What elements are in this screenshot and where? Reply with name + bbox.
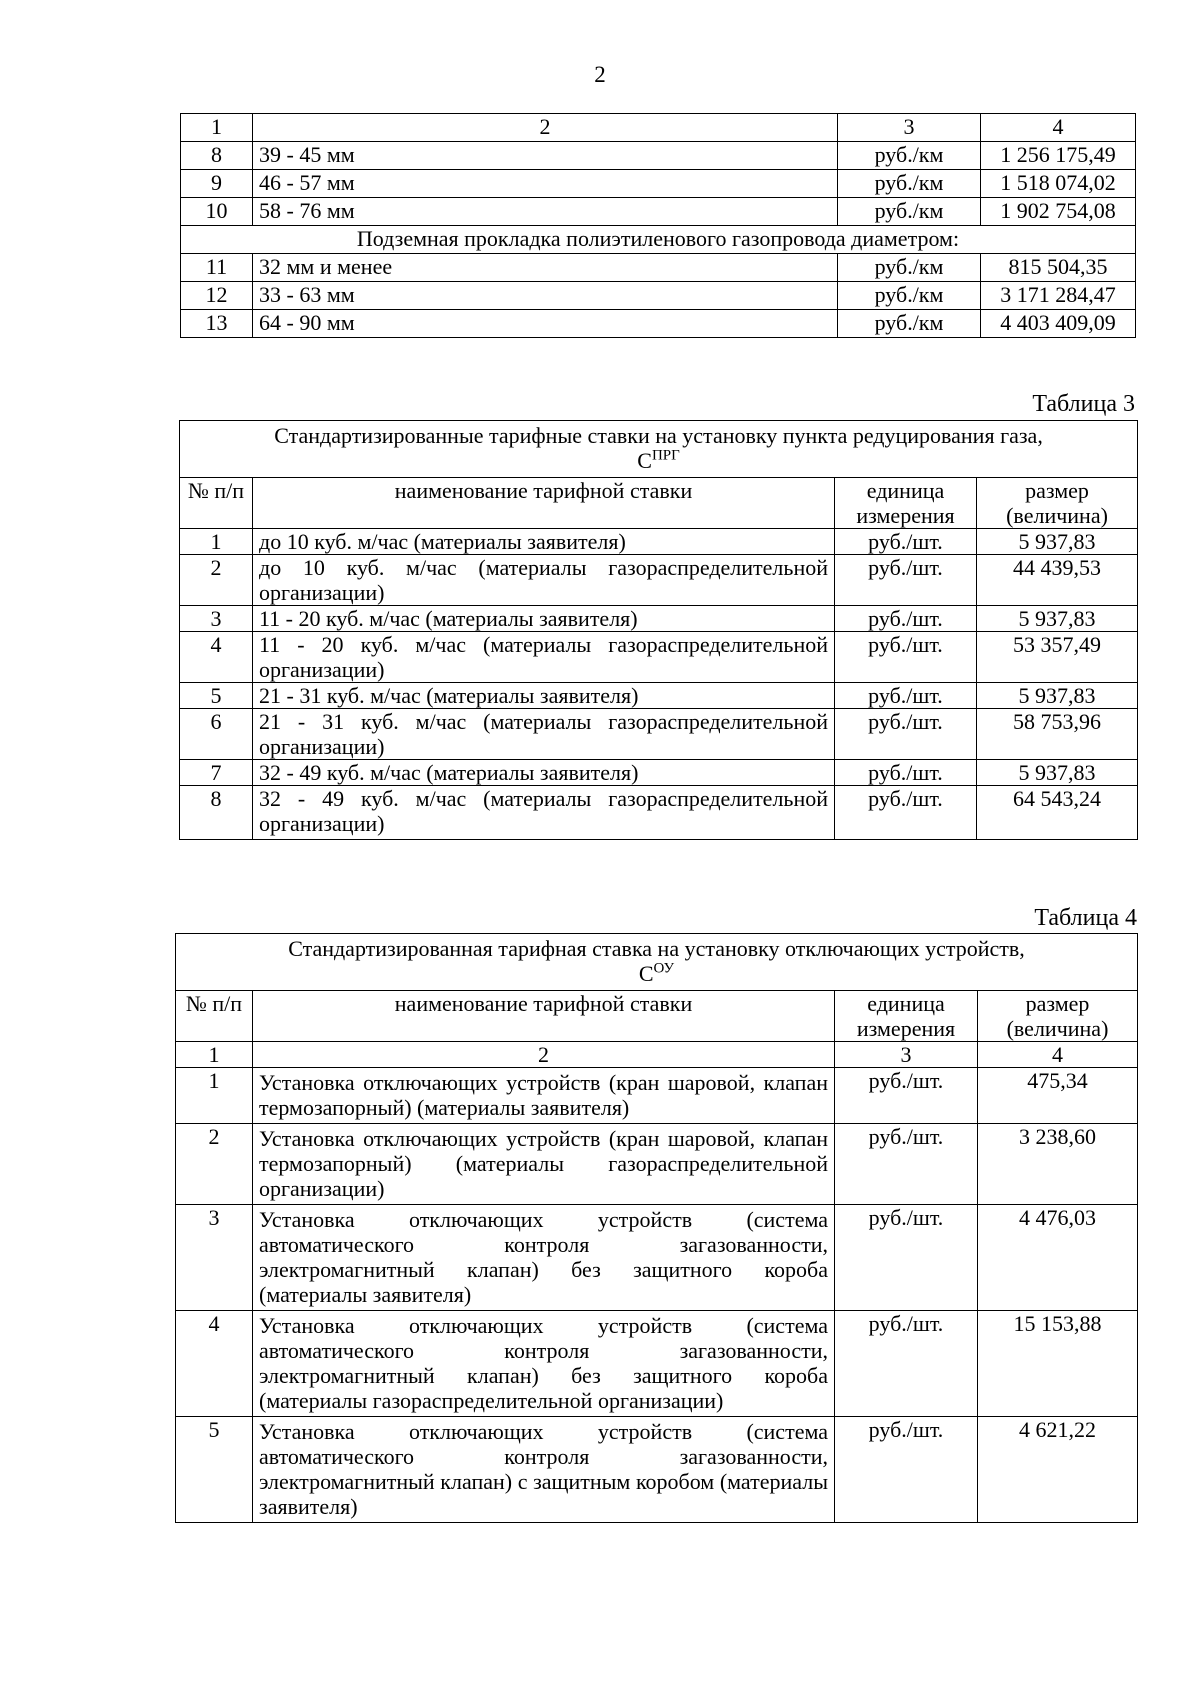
rate-value: 4 403 409,09 [981,310,1136,338]
rate-unit: руб./шт. [835,683,977,709]
row-number: 5 [176,1417,253,1523]
rate-name: Установка отключающих устройств (кран шаровой, клапан термозапорный) (материалы газораспределительной организации) [253,1124,835,1205]
rate-symbol [182,961,1131,986]
rate-value: 64 543,24 [977,786,1138,840]
col-number: 2 [253,1042,835,1068]
rate-unit: руб./км [838,254,981,282]
rate-unit: руб./шт. [835,760,977,786]
col-number: 2 [253,114,838,142]
rate-value: 815 504,35 [981,254,1136,282]
section-heading: Подземная прокладка полиэтиленового газопровода диаметром: [181,226,1136,254]
rate-unit: руб./шт. [835,1311,978,1417]
rate-unit: руб./шт. [835,1068,978,1124]
table-row [180,529,1138,555]
rate-symbol-index: ПРГ [651,447,680,464]
col-number: 4 [978,1042,1138,1068]
col-number: 3 [838,114,981,142]
rate-name: 32 мм и менее [253,254,838,282]
table-4 [175,933,1138,1523]
row-number: 3 [176,1205,253,1311]
row-number: 8 [181,142,253,170]
table-row [176,1205,1138,1311]
table-row [176,1417,1138,1523]
row-number: 2 [180,555,253,606]
rate-name: Установка отключающих устройств (система автоматического контроля загазованности, электромагнитный клапан) без защитного короба (материалы заявителя) [253,1205,835,1311]
rate-name: 46 - 57 мм [253,170,838,198]
table-row [181,282,1136,310]
rate-unit: руб./шт. [835,1205,978,1311]
table-row [176,1068,1138,1124]
row-number: 4 [176,1311,253,1417]
rate-unit: руб./км [838,282,981,310]
rate-unit: руб./шт. [835,709,977,760]
rate-symbol-index: ОУ [653,960,675,977]
rate-value: 44 439,53 [977,555,1138,606]
rate-name: 32 - 49 куб. м/час (материалы газораспределительной организации) [253,786,835,840]
col-number: 3 [835,1042,978,1068]
rate-unit: руб./шт. [835,606,977,632]
header-name: наименование тарифной ставки [253,991,835,1042]
row-number: 5 [180,683,253,709]
col-number: 1 [181,114,253,142]
table-row [180,709,1138,760]
header-unit: единица измерения [835,478,977,529]
row-number: 6 [180,709,253,760]
row-number: 12 [181,282,253,310]
col-number: 4 [981,114,1136,142]
rate-name: до 10 куб. м/час (материалы газораспределительной организации) [253,555,835,606]
row-number: 13 [181,310,253,338]
header-row [176,991,1138,1042]
row-number: 9 [181,170,253,198]
page-number: 2 [594,62,606,87]
rate-value: 5 937,83 [977,606,1138,632]
rate-name: до 10 куб. м/час (материалы заявителя) [253,529,835,555]
rate-value: 3 171 284,47 [981,282,1136,310]
row-number: 1 [180,529,253,555]
col-number: 1 [176,1042,253,1068]
table-row [180,760,1138,786]
table-row [181,198,1136,226]
rate-value: 4 476,03 [978,1205,1138,1311]
rate-value: 3 238,60 [978,1124,1138,1205]
row-number: 1 [176,1068,253,1124]
table-caption: Таблица 3 [1032,391,1135,417]
table-row [180,683,1138,709]
table-title [176,934,1138,991]
table-row [181,170,1136,198]
table-title-text: Стандартизированные тарифные ставки на установку пункта редуцирования газа, [274,423,1043,448]
rate-unit: руб./шт. [835,555,977,606]
row-number: 2 [176,1124,253,1205]
rate-value: 475,34 [978,1068,1138,1124]
rate-name: 11 - 20 куб. м/час (материалы газораспределительной организации) [253,632,835,683]
header-row [180,478,1138,529]
rate-value: 4 621,22 [978,1417,1138,1523]
row-number: 8 [180,786,253,840]
rate-unit: руб./км [838,170,981,198]
table-row [181,142,1136,170]
header-number: № п/п [180,478,253,529]
rate-unit: руб./км [838,198,981,226]
rate-unit: руб./шт. [835,786,977,840]
row-number: 10 [181,198,253,226]
rate-name: 21 - 31 куб. м/час (материалы заявителя) [253,683,835,709]
table-row [181,114,1136,142]
row-number: 11 [181,254,253,282]
table-row [176,1124,1138,1205]
table-row [180,555,1138,606]
table-row [181,310,1136,338]
rate-name: Установка отключающих устройств (система автоматического контроля загазованности, электромагнитный клапан) без защитного короба (материалы газораспределительной организации) [253,1311,835,1417]
title-row [176,934,1138,991]
rate-value: 5 937,83 [977,760,1138,786]
header-value: размер (величина) [978,991,1138,1042]
rate-unit: руб./шт. [835,1124,978,1205]
rate-value: 53 357,49 [977,632,1138,683]
rate-name: Установка отключающих устройств (кран шаровой, клапан термозапорный) (материалы заявителя) [253,1068,835,1124]
rate-unit: руб./шт. [835,529,977,555]
rate-name: 33 - 63 мм [253,282,838,310]
row-number: 4 [180,632,253,683]
row-number: 7 [180,760,253,786]
table-3 [179,420,1138,840]
header-value: размер (величина) [977,478,1138,529]
rate-name: 39 - 45 мм [253,142,838,170]
rate-value: 1 518 074,02 [981,170,1136,198]
rate-name: 64 - 90 мм [253,310,838,338]
rate-unit: руб./шт. [835,632,977,683]
table-row [180,786,1138,840]
rate-name: 58 - 76 мм [253,198,838,226]
rate-unit: руб./км [838,142,981,170]
rate-symbol-letter: C [637,448,652,473]
rate-symbol [186,448,1131,473]
section-row [181,226,1136,254]
rate-name: 11 - 20 куб. м/час (материалы заявителя) [253,606,835,632]
rate-value: 58 753,96 [977,709,1138,760]
table-row [180,632,1138,683]
header-name: наименование тарифной ставки [253,478,835,529]
rate-name: Установка отключающих устройств (система автоматического контроля загазованности, электромагнитный клапан) с защитным коробом (материалы заявителя) [253,1417,835,1523]
table-row [181,254,1136,282]
rate-value: 1 902 754,08 [981,198,1136,226]
rate-unit: руб./шт. [835,1417,978,1523]
rate-value: 5 937,83 [977,683,1138,709]
table-row [180,606,1138,632]
table-title-text: Стандартизированная тарифная ставка на установку отключающих устройств, [288,936,1025,961]
table-title [180,421,1138,478]
column-numbers-row [176,1042,1138,1068]
table-caption: Таблица 4 [1034,905,1137,931]
rate-unit: руб./км [838,310,981,338]
rate-value: 15 153,88 [978,1311,1138,1417]
title-row [180,421,1138,478]
table-row [176,1311,1138,1417]
rate-name: 21 - 31 куб. м/час (материалы газораспределительной организации) [253,709,835,760]
rate-value: 1 256 175,49 [981,142,1136,170]
rate-symbol-letter: C [638,961,654,986]
rate-name: 32 - 49 куб. м/час (материалы заявителя) [253,760,835,786]
header-number: № п/п [176,991,253,1042]
rate-value: 5 937,83 [977,529,1138,555]
continuation-table [180,113,1136,338]
header-unit: единица измерения [835,991,978,1042]
row-number: 3 [180,606,253,632]
